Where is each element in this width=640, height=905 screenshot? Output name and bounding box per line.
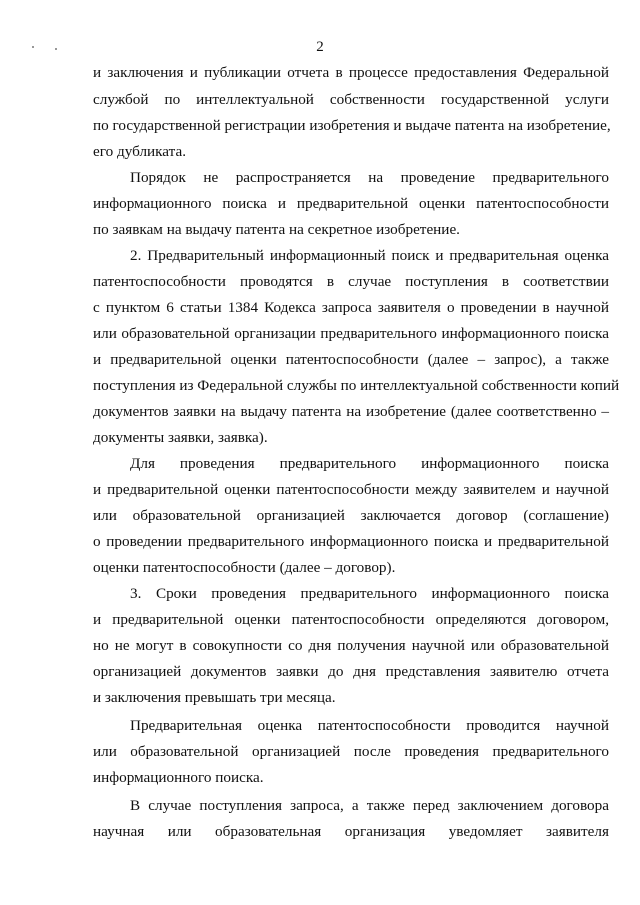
text-line: 3. Сроки проведения предварительного информационного поиска [130, 585, 609, 602]
text-line: поступления из Федеральной службы по интеллектуальной собственности копий [93, 377, 620, 394]
text-line: оценки патентоспособности (далее – договор). [93, 559, 396, 576]
text-line: и предварительной оценки патентоспособности (далее – запрос), а также [93, 351, 609, 368]
text-line: информационного поиска и предварительной оценки патентоспособности [93, 195, 609, 212]
text-line: информационного поиска. [93, 769, 264, 786]
text-line: Для проведения предварительного информационного поиска [130, 455, 609, 472]
text-line: документов заявки на выдачу патента на изобретение (далее соответственно – [93, 403, 609, 420]
text-line: или образовательной организации предварительного информационного поиска [93, 325, 609, 342]
text-line: или образовательной организацией заключается договор (соглашение) [93, 507, 609, 524]
text-line: о проведении предварительного информационного поиска и предварительной [93, 533, 609, 550]
text-line: и предварительной оценки патентоспособности определяются договором, [93, 611, 609, 628]
text-line: документы заявки, заявка). [93, 429, 268, 446]
text-line: но не могут в совокупности со дня получения научной или образовательной [93, 637, 609, 654]
text-line: по заявкам на выдачу патента на секретное изобретение. [93, 221, 460, 238]
text-line: патентоспособности проводятся в случае поступления в соответствии [93, 273, 609, 290]
text-line: службой по интеллектуальной собственности государственной услуги [93, 91, 609, 108]
text-line: научная или образовательная организация уведомляет заявителя [93, 823, 609, 840]
text-line: по государственной регистрации изобретения и выдаче патента на изобретение, [93, 117, 611, 134]
text-line: и заключения превышать три месяца. [93, 689, 336, 706]
text-line: Порядок не распространяется на проведение предварительного [130, 169, 609, 186]
text-line: В случае поступления запроса, а также перед заключением договора [130, 797, 609, 814]
text-line: Предварительная оценка патентоспособности проводится научной [130, 717, 609, 734]
page-number: 2 [316, 39, 324, 55]
text-line: организацией документов заявки до дня представления заявителю отчета [93, 663, 609, 680]
text-line: и заключения и публикации отчета в процессе предоставления Федеральной [93, 64, 609, 81]
text-line: или образовательной организацией после проведения предварительного [93, 743, 609, 760]
text-line: 2. Предварительный информационный поиск и предварительная оценка [130, 247, 609, 264]
text-line: его дубликата. [93, 143, 187, 160]
text-line: и предварительной оценки патентоспособности между заявителем и научной [93, 481, 609, 498]
text-line: с пунктом 6 статьи 1384 Кодекса запроса заявителя о проведении в научной [93, 299, 609, 316]
